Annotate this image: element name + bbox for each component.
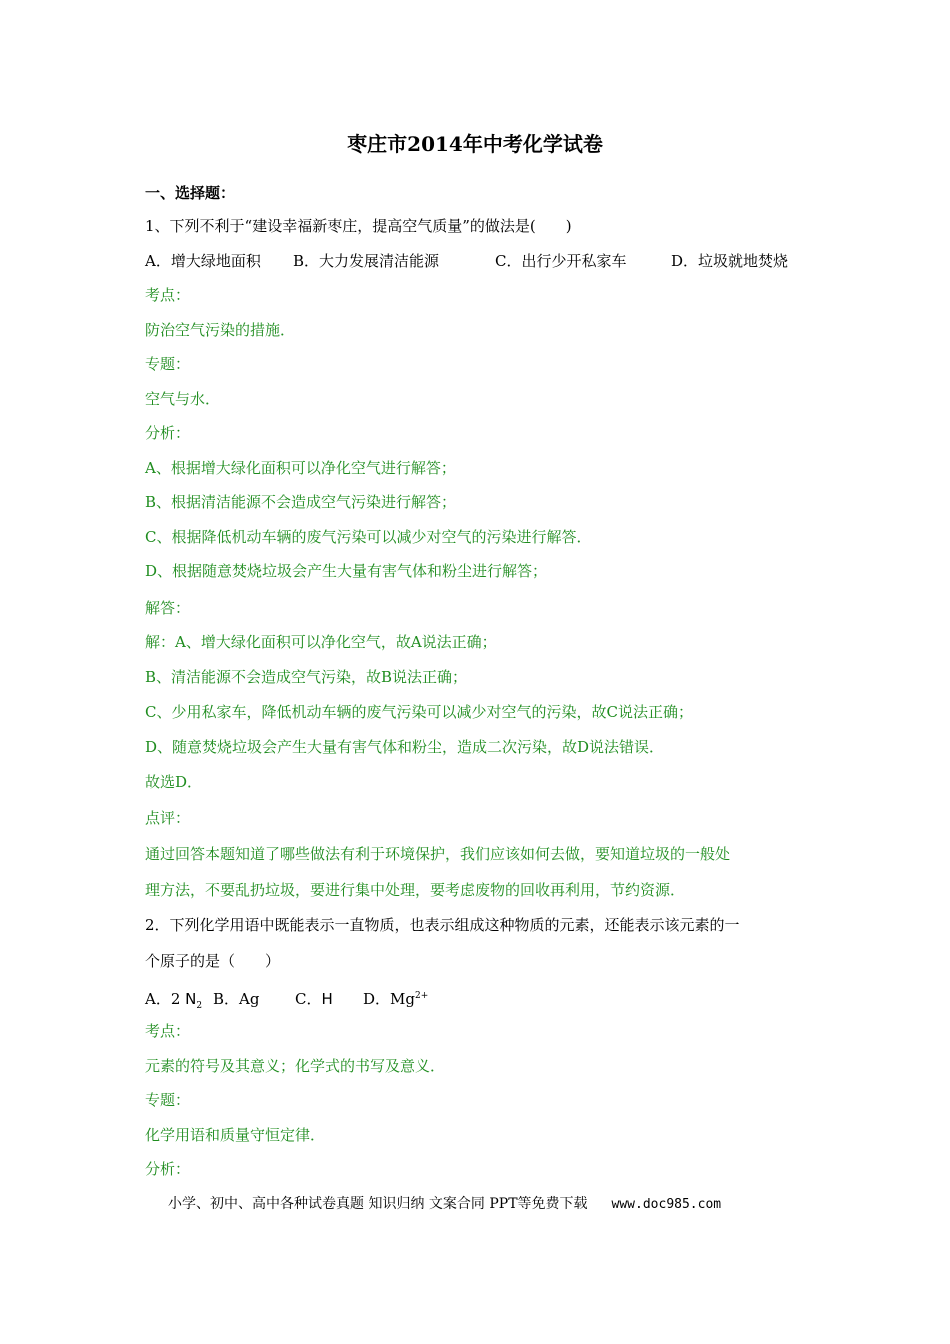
q2-kaodian: 元素的符号及其意义；化学式的书写及意义． (145, 1057, 446, 1075)
q1-jieda-line: 解：A、增大绿化面积可以净化空气，故A说法正确； (145, 633, 497, 651)
q1-option-a: A．增大绿地面积 (145, 252, 261, 270)
q1-jieda-line: C、少用私家车，降低机动车辆的废气污染可以减少对空气的污染，故C说法正确； (145, 703, 693, 721)
q1-dianping-line: 理方法，不要乱扔垃圾，要进行集中处理，要考虑废物的回收再利用，节约资源． (145, 881, 686, 899)
q1-option-b: B．大力发展清洁能源 (293, 252, 440, 270)
q1-jieda-line: D、随意焚烧垃圾会产生大量有害气体和粉尘，造成二次污染，故D说法错误． (145, 738, 665, 756)
q2-stem-line: 个原子的是（ ） (145, 952, 281, 970)
q2-kaodian-label: 考点： (145, 1022, 191, 1040)
q2-option-a: A．2 $N_2$ (145, 990, 203, 1011)
q2-stem-line: 2．下列化学用语中既能表示一直物质，也表示组成这种物质的元素，还能表示该元素的一 (145, 916, 740, 934)
q1-fenxi-line: D、根据随意焚烧垃圾会产生大量有害气体和粉尘进行解答； (145, 562, 548, 580)
q1-kaodian-label: 考点： (145, 286, 191, 304)
q1-fenxi-line: A、根据增大绿化面积可以净化空气进行解答； (145, 459, 456, 477)
q1-fenxi-label: 分析： (145, 424, 191, 442)
q1-kaodian: 防治空气污染的措施． (145, 321, 296, 339)
q2-fenxi-label: 分析： (145, 1160, 191, 1178)
q1-options (145, 251, 788, 271)
q2-options (145, 986, 428, 1016)
q1-stem: 1、下列不利于“建设幸福新枣庄，提高空气质量”的做法是( ) (145, 217, 572, 235)
section-heading: 一、选择题： (145, 184, 236, 202)
q1-option-d: D．垃圾就地焚烧 (671, 252, 789, 270)
q1-zhuanti-label: 专题： (145, 355, 191, 373)
q1-zhuanti: 空气与水． (145, 390, 221, 408)
footer-text: 小学、初中、高中各种试卷真题 知识归纳 文案合同 PPT等免费下载 (168, 1196, 588, 1212)
q1-dianping-label: 点评： (145, 809, 191, 827)
document-title: 枣庄市2014年中考化学试卷 (347, 132, 603, 156)
q1-dianping-line: 通过回答本题知道了哪些做法有利于环境保护，我们应该如何去做，要知道垃圾的一般处 (145, 845, 731, 863)
q1-fenxi-line: B、根据清洁能源不会造成空气污染进行解答； (145, 493, 457, 511)
q2-option-b: B．Ag (213, 990, 260, 1008)
q2-zhuanti-label: 专题： (145, 1091, 191, 1109)
q2-option-d: D．$Mg^{2+}$ (363, 990, 429, 1008)
q1-fenxi-line: C、根据降低机动车辆的废气污染可以减少对空气的污染进行解答． (145, 528, 592, 546)
page-footer (168, 1193, 721, 1213)
footer-url: www.doc985.com (611, 1197, 722, 1212)
q2-zhuanti: 化学用语和质量守恒定律． (145, 1126, 326, 1144)
q2-option-c: C．H (295, 990, 333, 1008)
q1-jieda-label: 解答： (145, 599, 191, 617)
q1-jieda-line: B、清洁能源不会造成空气污染，故B说法正确； (145, 668, 468, 686)
q1-option-c: C．出行少开私家车 (495, 252, 627, 270)
q1-jieda-line: 故选D． (145, 773, 203, 791)
